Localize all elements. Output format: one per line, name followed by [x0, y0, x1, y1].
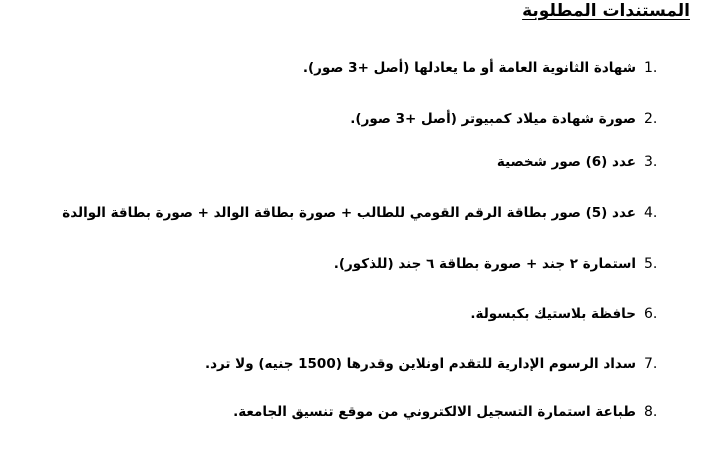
list-item — [470, 302, 672, 326]
list-item-number: 5. — [644, 256, 658, 272]
list-item — [303, 56, 672, 80]
list-item-number: 3. — [644, 154, 658, 170]
list-item-number: 2. — [644, 111, 658, 127]
document-title: المستندات المطلوبة — [522, 1, 690, 21]
list-item — [350, 107, 672, 131]
list-item-text: عدد (5) صور بطاقة الرقم القومي للطالب + صورة بطاقة الوالد + صورة بطاقة الوالدة — [62, 205, 636, 221]
list-item-text: سداد الرسوم الإدارية للتقدم اونلاين وقدرها (1500 جنيه) ولا ترد. — [204, 356, 636, 372]
list-item-text: طباعة استمارة التسجيل الالكتروني من موقع تنسيق الجامعة. — [233, 404, 636, 420]
list-item-number: 1. — [644, 60, 658, 76]
list-item — [497, 150, 672, 174]
list-item-number: 7. — [644, 356, 658, 372]
list-item-text: شهادة الثانوية العامة أو ما يعادلها (أصل +3 صور). — [302, 60, 636, 76]
list-item-number: 8. — [644, 404, 658, 420]
list-item-text: عدد (6) صور شخصية — [496, 154, 636, 170]
list-item — [334, 252, 672, 276]
list-item-number: 4. — [644, 205, 658, 221]
list-item — [233, 400, 672, 424]
list-item-number: 6. — [644, 306, 658, 322]
list-item — [62, 201, 672, 225]
list-item-text: استمارة ٢ جند + صورة بطاقة ٦ جند (للذكور). — [333, 256, 636, 272]
list-item — [205, 352, 672, 376]
list-item-text: حافظة بلاستيك بكبسولة. — [470, 306, 636, 322]
list-item-text: صورة شهادة ميلاد كمبيوتر (أصل +3 صور). — [350, 111, 636, 127]
